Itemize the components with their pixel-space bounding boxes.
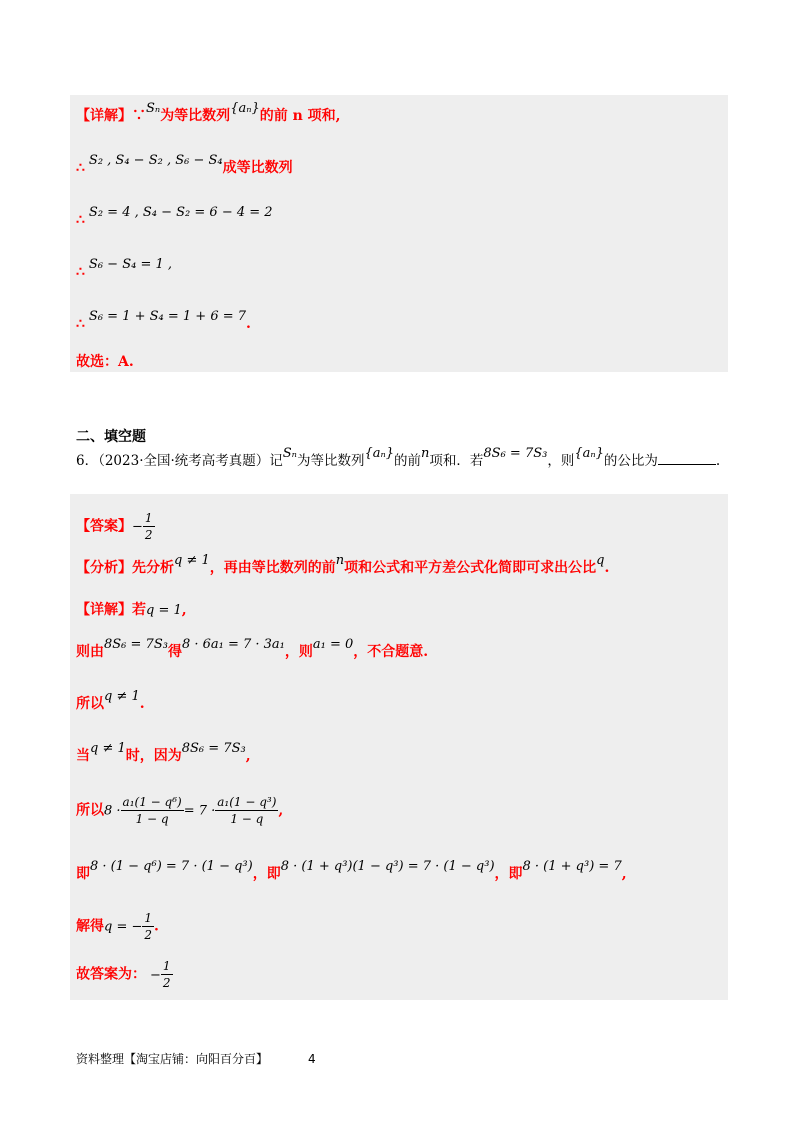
detail-line-6 [76, 859, 627, 885]
box1-line-5 [76, 309, 251, 335]
detail-line-1 [76, 600, 187, 621]
text: ，即 [252, 866, 281, 882]
detail-line-3 [76, 689, 145, 715]
math: = 7 · [183, 803, 216, 819]
detail-label: 【详解】∵ [76, 108, 146, 124]
detail-line-5 [76, 794, 283, 827]
text: 的前 n 项和, [259, 108, 341, 124]
text: ，再由等比数列的前 [209, 560, 336, 576]
math: S₂ = 4 , S₄ − S₂ = 6 − 4 = 2 [88, 205, 273, 220]
math: {aₙ} [574, 446, 604, 461]
text: 的前 [394, 453, 422, 469]
box1-line-2 [76, 153, 293, 179]
text: 即 [76, 866, 90, 882]
math: 8S₆ = 7S₃ [104, 637, 168, 652]
therefore: ∴ [76, 212, 85, 228]
text: 所以 [76, 802, 104, 819]
math: 8S₆ = 7S₃ [181, 741, 246, 756]
page-footer [76, 1050, 316, 1067]
text: 项和．若 [429, 453, 484, 469]
text: , [621, 866, 627, 882]
math: n [335, 553, 345, 568]
detail-line-4 [76, 741, 251, 767]
math: q = 1 [146, 603, 182, 618]
denominator: 1 − q [135, 812, 169, 826]
denominator: 2 [144, 528, 153, 542]
detail-line-7 [76, 910, 159, 943]
text: ，则 [547, 453, 575, 469]
math: q ≠ 1 [174, 553, 210, 568]
text: ，即 [494, 866, 523, 882]
text: 故答案为： [76, 966, 146, 983]
text: 6．（2023·全国·统考高考真题）记 [76, 453, 283, 469]
math: 8 · [104, 803, 121, 819]
numerator: 1 [162, 959, 171, 973]
answer-label: 【答案】 [76, 518, 132, 535]
box1-line-4 [76, 257, 173, 283]
text: ，不合题意. [353, 644, 429, 660]
fraction [143, 510, 155, 543]
math: {aₙ} [364, 446, 395, 461]
therefore: ∴ [76, 316, 85, 332]
text: 解得 [76, 918, 104, 935]
math: 8S₆ = 7S₃ [483, 446, 548, 461]
math: q ≠ 1 [104, 689, 140, 704]
choice-text: 故选：A. [76, 354, 134, 370]
text: 的公比为 [603, 453, 658, 469]
text: , [278, 802, 284, 819]
math: S₂ , S₄ − S₂ , S₆ − S₄ [88, 153, 223, 168]
math: {aₙ} [230, 101, 260, 116]
fraction [121, 794, 184, 827]
math: q ≠ 1 [90, 741, 126, 756]
math: − [132, 519, 143, 535]
text: 时，因为 [125, 748, 182, 764]
analysis-label: 【分析】先分析 [76, 560, 174, 576]
question-6 [76, 446, 721, 469]
fraction [215, 794, 278, 827]
math: − [150, 967, 161, 983]
page-number: 4 [308, 1052, 316, 1066]
answer-blank [658, 464, 716, 465]
math: q = − [104, 919, 143, 935]
text: 为等比数列 [160, 108, 231, 124]
math: 8 · (1 + q³)(1 − q³) = 7 · (1 − q³) [280, 859, 495, 874]
detail-label: 【详解】若 [76, 602, 146, 618]
math: S₆ − S₄ = 1 , [88, 257, 173, 272]
numerator: a₁(1 − q³) [217, 795, 277, 809]
math: 8 · (1 + q³) = 7 [522, 859, 622, 874]
therefore: ∴ [76, 160, 85, 176]
denominator: 2 [144, 928, 153, 942]
box1-line-3 [76, 205, 273, 231]
math: q [596, 553, 605, 568]
numerator: 1 [144, 911, 153, 925]
math: S₆ = 1 + S₄ = 1 + 6 = 7 [88, 309, 247, 324]
box1-line-1 [76, 101, 341, 127]
math: n [421, 446, 430, 461]
text: 为等比数列 [296, 453, 365, 469]
detail-line-8 [76, 958, 173, 991]
text: . [139, 696, 145, 712]
text: 所以 [76, 696, 104, 712]
text: 成等比数列 [222, 160, 293, 176]
footer-source: 资料整理【淘宝店铺：向阳百分百】 [76, 1052, 269, 1066]
text: , [245, 748, 251, 764]
answer-line [76, 510, 155, 543]
denominator: 2 [162, 976, 171, 990]
math: Sₙ [282, 446, 297, 461]
text: , [181, 602, 187, 618]
math: Sₙ [146, 101, 161, 116]
denominator: 1 − q [230, 812, 264, 826]
numerator: a₁(1 − q⁶) [122, 795, 182, 809]
text: ，则 [284, 644, 313, 660]
analysis-line [76, 553, 610, 579]
math: a₁ = 0 [312, 637, 354, 652]
text: . [604, 560, 610, 576]
section-title: 二、填空题 [76, 429, 146, 445]
text: 则由 [76, 644, 104, 660]
text: 当 [76, 748, 90, 764]
text: 项和公式和平方差公式化简即可求出公比 [344, 560, 597, 576]
math: 8 · (1 − q⁶) = 7 · (1 − q³) [90, 859, 253, 874]
text: . [154, 918, 159, 935]
text: . [246, 316, 251, 332]
text: . [715, 453, 721, 469]
numerator: 1 [144, 511, 153, 525]
fraction [142, 910, 154, 943]
box1-line-6 [76, 352, 134, 372]
fraction [161, 958, 173, 991]
therefore: ∴ [76, 264, 85, 280]
detail-line-2 [76, 637, 429, 663]
text: 得 [167, 644, 182, 660]
math: 8 · 6a₁ = 7 · 3a₁ [181, 637, 285, 652]
